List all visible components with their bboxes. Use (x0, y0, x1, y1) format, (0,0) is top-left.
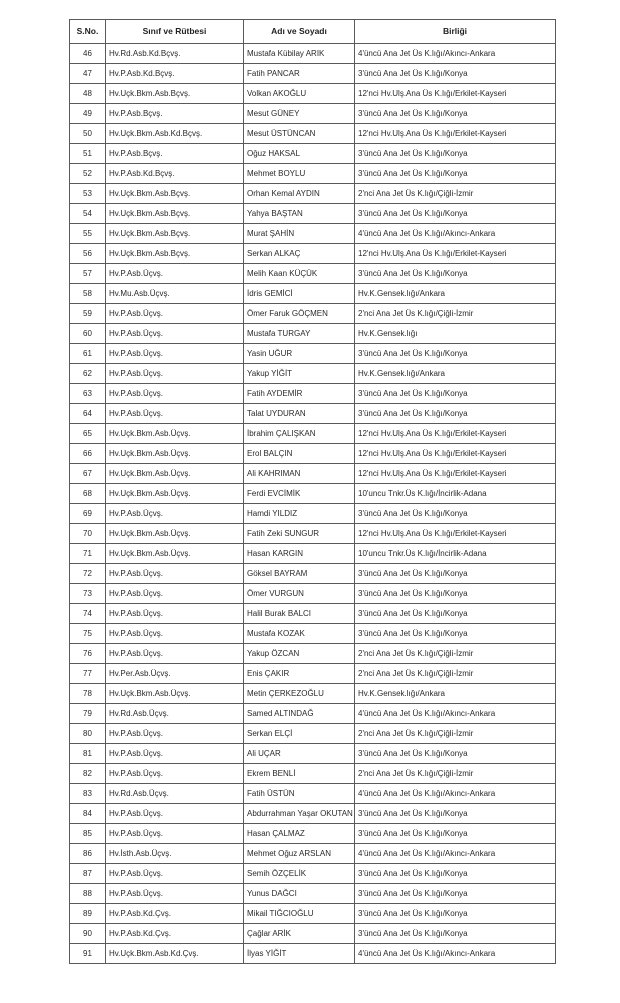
cell-rank: Hv.P.Asb.Bçvş. (106, 104, 244, 124)
cell-sno: 54 (70, 204, 106, 224)
cell-sno: 77 (70, 664, 106, 684)
table-row (70, 444, 556, 464)
cell-sno: 76 (70, 644, 106, 664)
table-row (70, 844, 556, 864)
cell-unit: Hv.K.Gensek.lığı/Ankara (355, 364, 556, 384)
cell-name: İlyas YİĞİT (244, 944, 355, 964)
cell-unit: 3'üncü Ana Jet Üs K.lığı/Konya (355, 564, 556, 584)
cell-unit: 3'üncü Ana Jet Üs K.lığı/Konya (355, 864, 556, 884)
cell-rank: Hv.P.Asb.Üçvş. (106, 804, 244, 824)
table-row (70, 464, 556, 484)
cell-sno: 80 (70, 724, 106, 744)
cell-rank: Hv.P.Asb.Üçvş. (106, 364, 244, 384)
cell-unit: 12'nci Hv.Ulş.Ana Üs K.lığı/Erkilet-Kayseri (355, 464, 556, 484)
table-row (70, 424, 556, 444)
table-row (70, 504, 556, 524)
cell-rank: Hv.P.Asb.Üçvş. (106, 404, 244, 424)
cell-rank: Hv.Rd.Asb.Kd.Bçvş. (106, 44, 244, 64)
header-row (70, 20, 556, 44)
cell-rank: Hv.P.Asb.Üçvş. (106, 884, 244, 904)
table-row (70, 624, 556, 644)
cell-name: Çağlar ARİK (244, 924, 355, 944)
table-row (70, 544, 556, 564)
table-row (70, 404, 556, 424)
table-row (70, 344, 556, 364)
cell-sno: 46 (70, 44, 106, 64)
cell-name: Serkan ELÇİ (244, 724, 355, 744)
cell-sno: 63 (70, 384, 106, 404)
table-row (70, 364, 556, 384)
cell-name: İdris GEMİCİ (244, 284, 355, 304)
cell-name: Semih ÖZÇELİK (244, 864, 355, 884)
cell-name: Ömer VURGUN (244, 584, 355, 604)
cell-name: Mesut GÜNEY (244, 104, 355, 124)
cell-rank: Hv.P.Asb.Üçvş. (106, 644, 244, 664)
cell-sno: 70 (70, 524, 106, 544)
cell-name: Orhan Kemal AYDIN (244, 184, 355, 204)
table-row (70, 584, 556, 604)
cell-sno: 57 (70, 264, 106, 284)
cell-unit: Hv.K.Gensek.lığı (355, 324, 556, 344)
cell-rank: Hv.P.Asb.Kd.Çvş. (106, 924, 244, 944)
cell-name: Erol BALÇIN (244, 444, 355, 464)
cell-rank: Hv.P.Asb.Üçvş. (106, 384, 244, 404)
cell-name: Halil Burak BALCI (244, 604, 355, 624)
cell-sno: 89 (70, 904, 106, 924)
cell-name: Yahya BAŞTAN (244, 204, 355, 224)
cell-sno: 67 (70, 464, 106, 484)
cell-name: Hamdi YILDIZ (244, 504, 355, 524)
table-row (70, 524, 556, 544)
cell-sno: 88 (70, 884, 106, 904)
cell-unit: 12'nci Hv.Ulş.Ana Üs K.lığı/Erkilet-Kayseri (355, 424, 556, 444)
cell-name: Ali KAHRIMAN (244, 464, 355, 484)
cell-unit: 4'üncü Ana Jet Üs K.lığı/Akıncı-Ankara (355, 844, 556, 864)
cell-sno: 87 (70, 864, 106, 884)
cell-rank: Hv.P.Asb.Üçvş. (106, 264, 244, 284)
table-row (70, 924, 556, 944)
cell-sno: 74 (70, 604, 106, 624)
cell-unit: 3'üncü Ana Jet Üs K.lığı/Konya (355, 624, 556, 644)
cell-sno: 65 (70, 424, 106, 444)
cell-unit: 3'üncü Ana Jet Üs K.lığı/Konya (355, 344, 556, 364)
cell-name: Fatih Zeki SUNGUR (244, 524, 355, 544)
cell-rank: Hv.Uçk.Bkm.Asb.Kd.Bçvş. (106, 124, 244, 144)
table-row (70, 264, 556, 284)
table-row (70, 724, 556, 744)
table-row (70, 384, 556, 404)
cell-unit: 3'üncü Ana Jet Üs K.lığı/Konya (355, 904, 556, 924)
cell-unit: 2'nci Ana Jet Üs K.lığı/Çiğli-İzmir (355, 724, 556, 744)
header-sno: S.No. (70, 20, 106, 44)
table-row (70, 184, 556, 204)
cell-unit: 2'nci Ana Jet Üs K.lığı/Çiğli-İzmir (355, 304, 556, 324)
cell-rank: Hv.Uçk.Bkm.Asb.Üçvş. (106, 684, 244, 704)
cell-name: Mustafa TURGAY (244, 324, 355, 344)
table-row (70, 564, 556, 584)
cell-sno: 83 (70, 784, 106, 804)
table-row (70, 604, 556, 624)
cell-rank: Hv.Per.Asb.Üçvş. (106, 664, 244, 684)
cell-unit: 2'nci Ana Jet Üs K.lığı/Çiğli-İzmir (355, 764, 556, 784)
cell-unit: 3'üncü Ana Jet Üs K.lığı/Konya (355, 64, 556, 84)
cell-name: Talat UYDURAN (244, 404, 355, 424)
cell-sno: 68 (70, 484, 106, 504)
cell-unit: 3'üncü Ana Jet Üs K.lığı/Konya (355, 604, 556, 624)
cell-name: İbrahim ÇALIŞKAN (244, 424, 355, 444)
table-row (70, 824, 556, 844)
cell-rank: Hv.P.Asb.Üçvş. (106, 744, 244, 764)
cell-sno: 66 (70, 444, 106, 464)
cell-name: Göksel BAYRAM (244, 564, 355, 584)
table-row (70, 784, 556, 804)
cell-name: Yunus DAĞCI (244, 884, 355, 904)
table-row (70, 484, 556, 504)
header-name: Adı ve Soyadı (244, 20, 355, 44)
table-row (70, 84, 556, 104)
cell-unit: 3'üncü Ana Jet Üs K.lığı/Konya (355, 384, 556, 404)
cell-name: Ali UÇAR (244, 744, 355, 764)
cell-unit: 12'nci Hv.Ulş.Ana Üs K.lığı/Erkilet-Kayseri (355, 124, 556, 144)
header-unit: Birliği (355, 20, 556, 44)
cell-unit: 3'üncü Ana Jet Üs K.lığı/Konya (355, 144, 556, 164)
cell-rank: Hv.P.Asb.Üçvş. (106, 604, 244, 624)
cell-unit: 3'üncü Ana Jet Üs K.lığı/Konya (355, 824, 556, 844)
cell-unit: 3'üncü Ana Jet Üs K.lığı/Konya (355, 204, 556, 224)
table-row (70, 704, 556, 724)
cell-unit: 12'nci Hv.Ulş.Ana Üs K.lığı/Erkilet-Kayseri (355, 524, 556, 544)
cell-sno: 64 (70, 404, 106, 424)
cell-unit: 3'üncü Ana Jet Üs K.lığı/Konya (355, 584, 556, 604)
cell-name: Ömer Faruk GÖÇMEN (244, 304, 355, 324)
table-row (70, 144, 556, 164)
cell-unit: 3'üncü Ana Jet Üs K.lığı/Konya (355, 404, 556, 424)
cell-name: Samed ALTINDAĞ (244, 704, 355, 724)
cell-rank: Hv.P.Asb.Üçvş. (106, 724, 244, 744)
cell-name: Yasin UĞUR (244, 344, 355, 364)
cell-name: Abdurrahman Yaşar OKUTAN (244, 804, 355, 824)
cell-name: Serkan ALKAÇ (244, 244, 355, 264)
table-row (70, 864, 556, 884)
cell-unit: 3'üncü Ana Jet Üs K.lığı/Konya (355, 264, 556, 284)
cell-name: Metin ÇERKEZOĞLU (244, 684, 355, 704)
cell-rank: Hv.P.Asb.Bçvş. (106, 144, 244, 164)
cell-rank: Hv.Uçk.Bkm.Asb.Üçvş. (106, 524, 244, 544)
cell-name: Hasan KARGIN (244, 544, 355, 564)
cell-rank: Hv.Rd.Asb.Üçvş. (106, 784, 244, 804)
cell-unit: 4'üncü Ana Jet Üs K.lığı/Akıncı-Ankara (355, 784, 556, 804)
cell-rank: Hv.P.Asb.Üçvş. (106, 764, 244, 784)
cell-unit: 4'üncü Ana Jet Üs K.lığı/Akıncı-Ankara (355, 44, 556, 64)
cell-name: Ekrem BENLİ (244, 764, 355, 784)
table-row (70, 644, 556, 664)
cell-sno: 85 (70, 824, 106, 844)
table-row (70, 744, 556, 764)
cell-sno: 86 (70, 844, 106, 864)
cell-rank: Hv.İsth.Asb.Üçvş. (106, 844, 244, 864)
cell-name: Mesut ÜSTÜNCAN (244, 124, 355, 144)
cell-rank: Hv.P.Asb.Üçvş. (106, 324, 244, 344)
cell-sno: 48 (70, 84, 106, 104)
table-row (70, 764, 556, 784)
table-body (70, 44, 556, 964)
cell-sno: 69 (70, 504, 106, 524)
cell-rank: Hv.P.Asb.Kd.Bçvş. (106, 164, 244, 184)
cell-rank: Hv.P.Asb.Üçvş. (106, 584, 244, 604)
cell-unit: Hv.K.Gensek.lığı/Ankara (355, 284, 556, 304)
cell-sno: 58 (70, 284, 106, 304)
table-row (70, 224, 556, 244)
table-row (70, 684, 556, 704)
cell-name: Fatih AYDEMİR (244, 384, 355, 404)
cell-unit: 3'üncü Ana Jet Üs K.lığı/Konya (355, 804, 556, 824)
cell-rank: Hv.P.Asb.Üçvş. (106, 624, 244, 644)
cell-sno: 71 (70, 544, 106, 564)
table-row (70, 944, 556, 964)
cell-sno: 59 (70, 304, 106, 324)
cell-rank: Hv.Rd.Asb.Üçvş. (106, 704, 244, 724)
cell-unit: 2'nci Ana Jet Üs K.lığı/Çiğli-İzmir (355, 184, 556, 204)
cell-unit: 3'üncü Ana Jet Üs K.lığı/Konya (355, 924, 556, 944)
cell-unit: 12'nci Hv.Ulş.Ana Üs K.lığı/Erkilet-Kayseri (355, 84, 556, 104)
table-row (70, 284, 556, 304)
cell-unit: 10'uncu Tnkr.Üs K.lığı/İncirlik-Adana (355, 484, 556, 504)
cell-unit: 3'üncü Ana Jet Üs K.lığı/Konya (355, 164, 556, 184)
cell-unit: 4'üncü Ana Jet Üs K.lığı/Akıncı-Ankara (355, 944, 556, 964)
cell-sno: 75 (70, 624, 106, 644)
cell-sno: 81 (70, 744, 106, 764)
cell-unit: 12'nci Hv.Ulş.Ana Üs K.lığı/Erkilet-Kayseri (355, 244, 556, 264)
cell-sno: 78 (70, 684, 106, 704)
cell-sno: 61 (70, 344, 106, 364)
cell-sno: 51 (70, 144, 106, 164)
table-row (70, 324, 556, 344)
cell-name: Enis ÇAKIR (244, 664, 355, 684)
cell-name: Fatih ÜSTÜN (244, 784, 355, 804)
table-row (70, 44, 556, 64)
cell-sno: 49 (70, 104, 106, 124)
table-row (70, 804, 556, 824)
table-row (70, 664, 556, 684)
cell-name: Oğuz HAKSAL (244, 144, 355, 164)
cell-rank: Hv.Uçk.Bkm.Asb.Kd.Çvş. (106, 944, 244, 964)
cell-name: Fatih PANCAR (244, 64, 355, 84)
cell-unit: 2'nci Ana Jet Üs K.lığı/Çiğli-İzmir (355, 644, 556, 664)
cell-sno: 79 (70, 704, 106, 724)
cell-unit: 4'üncü Ana Jet Üs K.lığı/Akıncı-Ankara (355, 704, 556, 724)
cell-unit: 2'nci Ana Jet Üs K.lığı/Çiğli-İzmir (355, 664, 556, 684)
cell-name: Mustafa KOZAK (244, 624, 355, 644)
cell-name: Melih Kaan KÜÇÜK (244, 264, 355, 284)
cell-sno: 90 (70, 924, 106, 944)
cell-rank: Hv.Mu.Asb.Üçvş. (106, 284, 244, 304)
cell-sno: 82 (70, 764, 106, 784)
table-row (70, 304, 556, 324)
cell-name: Volkan AKOĞLU (244, 84, 355, 104)
table-row (70, 164, 556, 184)
cell-sno: 52 (70, 164, 106, 184)
cell-rank: Hv.Uçk.Bkm.Asb.Üçvş. (106, 544, 244, 564)
cell-rank: Hv.P.Asb.Üçvş. (106, 344, 244, 364)
header-rank: Sınıf ve Rütbesi (106, 20, 244, 44)
cell-rank: Hv.P.Asb.Üçvş. (106, 864, 244, 884)
cell-name: Yakup YİĞİT (244, 364, 355, 384)
cell-sno: 84 (70, 804, 106, 824)
cell-unit: 3'üncü Ana Jet Üs K.lığı/Konya (355, 884, 556, 904)
cell-unit: 12'nci Hv.Ulş.Ana Üs K.lığı/Erkilet-Kayseri (355, 444, 556, 464)
cell-rank: Hv.P.Asb.Üçvş. (106, 824, 244, 844)
cell-rank: Hv.Uçk.Bkm.Asb.Bçvş. (106, 204, 244, 224)
cell-sno: 56 (70, 244, 106, 264)
cell-name: Murat ŞAHİN (244, 224, 355, 244)
cell-name: Mikail TIĞCIOĞLU (244, 904, 355, 924)
cell-rank: Hv.Uçk.Bkm.Asb.Bçvş. (106, 224, 244, 244)
cell-unit: 4'üncü Ana Jet Üs K.lığı/Akıncı-Ankara (355, 224, 556, 244)
cell-name: Hasan ÇALMAZ (244, 824, 355, 844)
cell-rank: Hv.Uçk.Bkm.Asb.Bçvş. (106, 84, 244, 104)
cell-unit: Hv.K.Gensek.lığı/Ankara (355, 684, 556, 704)
cell-name: Mehmet BOYLU (244, 164, 355, 184)
table-row (70, 244, 556, 264)
cell-sno: 53 (70, 184, 106, 204)
table-row (70, 884, 556, 904)
table-row (70, 124, 556, 144)
cell-sno: 47 (70, 64, 106, 84)
cell-unit: 3'üncü Ana Jet Üs K.lığı/Konya (355, 504, 556, 524)
cell-name: Mehmet Oğuz ARSLAN (244, 844, 355, 864)
cell-sno: 50 (70, 124, 106, 144)
cell-sno: 62 (70, 364, 106, 384)
cell-rank: Hv.Uçk.Bkm.Asb.Bçvş. (106, 244, 244, 264)
table-row (70, 64, 556, 84)
cell-rank: Hv.Uçk.Bkm.Asb.Üçvş. (106, 444, 244, 464)
cell-rank: Hv.P.Asb.Üçvş. (106, 304, 244, 324)
cell-rank: Hv.Uçk.Bkm.Asb.Bçvş. (106, 184, 244, 204)
cell-unit: 3'üncü Ana Jet Üs K.lığı/Konya (355, 104, 556, 124)
cell-rank: Hv.Uçk.Bkm.Asb.Üçvş. (106, 424, 244, 444)
cell-rank: Hv.Uçk.Bkm.Asb.Üçvş. (106, 484, 244, 504)
cell-rank: Hv.P.Asb.Üçvş. (106, 564, 244, 584)
personnel-table (69, 19, 556, 964)
cell-sno: 72 (70, 564, 106, 584)
cell-rank: Hv.P.Asb.Kd.Çvş. (106, 904, 244, 924)
cell-rank: Hv.Uçk.Bkm.Asb.Üçvş. (106, 464, 244, 484)
cell-rank: Hv.P.Asb.Kd.Bçvş. (106, 64, 244, 84)
cell-sno: 60 (70, 324, 106, 344)
table-row (70, 204, 556, 224)
cell-sno: 55 (70, 224, 106, 244)
cell-unit: 3'üncü Ana Jet Üs K.lığı/Konya (355, 744, 556, 764)
cell-name: Mustafa Kübilay ARIK (244, 44, 355, 64)
cell-name: Yakup ÖZCAN (244, 644, 355, 664)
cell-sno: 91 (70, 944, 106, 964)
cell-name: Ferdi EVCİMİK (244, 484, 355, 504)
table-row (70, 104, 556, 124)
cell-unit: 10'uncu Tnkr.Üs K.lığı/İncirlik-Adana (355, 544, 556, 564)
cell-rank: Hv.P.Asb.Üçvş. (106, 504, 244, 524)
table-row (70, 904, 556, 924)
cell-sno: 73 (70, 584, 106, 604)
